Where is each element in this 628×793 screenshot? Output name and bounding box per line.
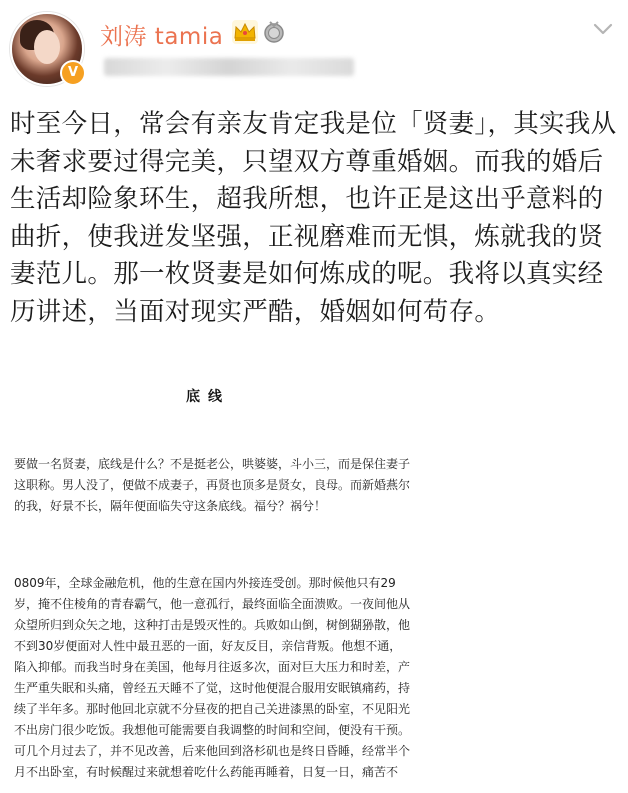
post-meta-blurred <box>104 58 354 76</box>
avatar-face <box>34 30 60 64</box>
article-paragraph: 要做一名贤妻，底线是什么？不是挺老公，哄婆婆，斗小三，而是保住妻子这职称。男人没了，便做不成妻子，再贤也顶多是贤女，良母。而新婚燕尔的我，好景不长，隔年便面临失守这条底线。福兮？祸兮！ <box>14 457 411 513</box>
medal-icon <box>263 20 285 44</box>
verified-badge: V <box>60 60 86 86</box>
article-paragraph: 0809年，全球金融危机，他的生意在国内外接连受创。那时候他只有29岁，掩不住棱角的青春霸气，他一意孤行，最终面临全面溃败。一夜间他从众望所归到众矢之地，这种打击是毁灭性的。兵败如山倒，树倒猢狲散，他不到30岁便面对人性中最丑恶的一面，好友反目，亲信背叛。他想不通，陷入抑郁。而我当时身在美国，他每月往返多次，面对巨大压力和时差，产生严重失眠和头痛，曾经五天睡不了觉，这时他便混合服用安眠镇痛药，持续了半年多。那时他回北京就不分昼夜的把自己关进漆黑的卧室，不见阳光不出房门很少吃饭。我想他可能需要自我调整的时间和空间，便没有干预。可几个月过去了，并不见改善，后来他回到洛杉矶也是终日昏睡，经常半个月不出卧室，有时候醒过来就想着吃什么药能再睡着，日复一日，痛苦不 <box>14 576 411 779</box>
crown-icon <box>232 20 258 44</box>
username[interactable]: 刘涛 tamia <box>100 24 224 50</box>
post-main-text: 时至今日，常会有亲友肯定我是位「贤妻」，其实我从未奢求要过得完美，只望双方尊重婚姻。而我的婚后生活却险象环生，超我所想，也许正是这出乎意料的曲折，使我迸发坚强，正视磨难而无惧，炼就我的贤妻范儿。那一枚贤妻是如何炼成的呢。我将以真实经历讲述，当面对现实严酷，婚姻如何苟存。 <box>10 109 617 327</box>
section-title: 底线 <box>186 389 230 405</box>
more-icon[interactable] <box>592 22 614 36</box>
